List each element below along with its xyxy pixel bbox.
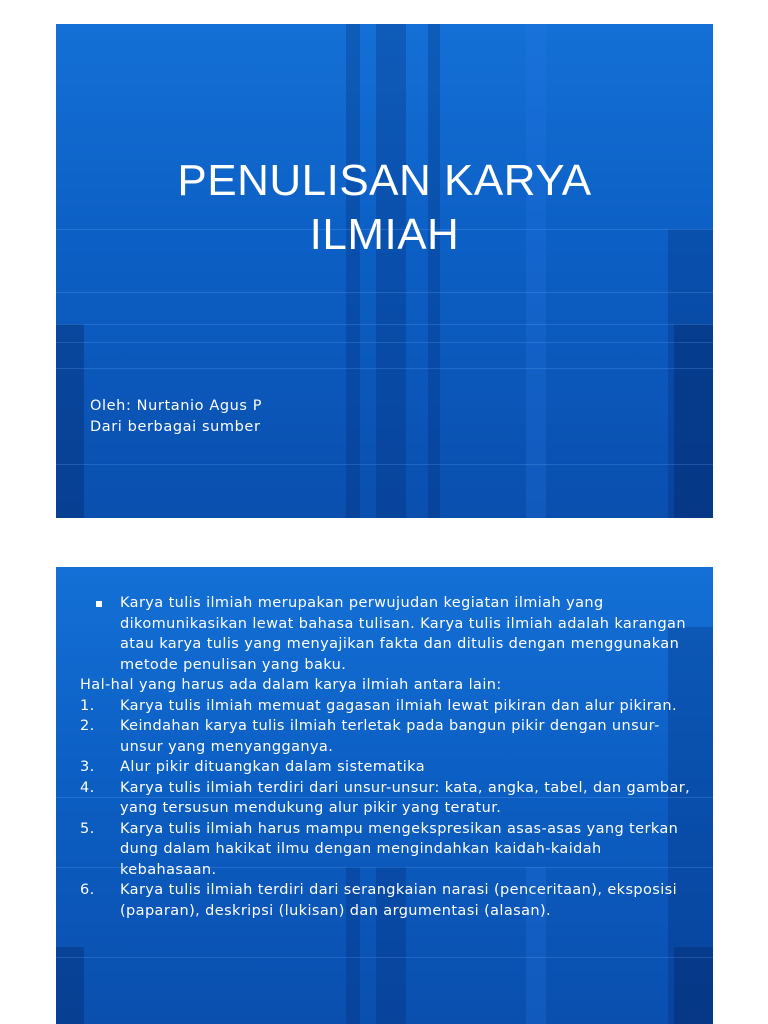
list-number: 1. bbox=[80, 697, 95, 714]
decor-block bbox=[56, 324, 84, 518]
list-item-text: Alur pikir dituangkan dalam sistematika bbox=[120, 759, 425, 775]
bullet-item bbox=[78, 593, 691, 675]
slide-title bbox=[56, 154, 713, 262]
list-number: 5. bbox=[80, 820, 95, 837]
content-slide bbox=[56, 567, 713, 1024]
list-item bbox=[78, 757, 691, 778]
decor-stripe bbox=[526, 24, 546, 518]
list-item bbox=[78, 819, 691, 881]
list-item bbox=[78, 696, 691, 717]
author-text: Oleh: Nurtanio Agus P bbox=[90, 398, 263, 414]
title-line-2: ILMIAH bbox=[309, 210, 460, 259]
list-intro: Hal-hal yang harus ada dalam karya ilmiah antara lain: bbox=[80, 677, 502, 693]
list-item bbox=[78, 778, 691, 819]
list-number: 3. bbox=[80, 759, 95, 775]
list-item bbox=[78, 716, 691, 757]
list-item-text: Karya tulis ilmiah terdiri dari unsur-unsur: kata, angka, tabel, dan gambar, yang tersusun mendukung alur pikir yang teratur. bbox=[120, 779, 691, 816]
decor-block bbox=[674, 324, 713, 518]
decor-line bbox=[56, 342, 713, 343]
decor-block bbox=[56, 947, 84, 1024]
slide-content bbox=[78, 593, 691, 921]
title-line-1: PENULISAN KARYA bbox=[177, 156, 592, 205]
list-item-text: Karya tulis ilmiah harus mampu mengekspresikan asas-asas yang terkan dung dalam hakikat ilmu dengan mengindahkan kaidah-kaidah kebahasaan. bbox=[120, 820, 679, 878]
bullet-text: Karya tulis ilmiah merupakan perwujudan kegiatan ilmiah yang dikomunikasikan lewat bahasa tulisan. Karya tulis ilmiah adalah karangan atau karya tulis yang menyajikan fakta dan ditulis dengan menggunakan metode penulisan yang baku. bbox=[120, 595, 686, 673]
list-item-text: Karya tulis ilmiah memuat gagasan ilmiah lewat pikiran dan alur pikiran. bbox=[120, 697, 677, 714]
source-text: Dari berbagai sumber bbox=[90, 419, 261, 435]
list-number: 6. bbox=[80, 882, 95, 898]
bullet-marker bbox=[78, 593, 120, 614]
decor-line bbox=[56, 292, 713, 293]
decor-line bbox=[56, 464, 713, 465]
decor-line bbox=[56, 957, 713, 958]
byline bbox=[90, 396, 262, 438]
decor-stripe bbox=[346, 24, 360, 518]
decor-line bbox=[56, 324, 713, 325]
list-item-text: Karya tulis ilmiah terdiri dari serangkaian narasi (penceritaan), eksposisi (paparan), deskripsi (lukisan) dan argumentasi (alasan). bbox=[120, 882, 678, 919]
decor-block bbox=[674, 947, 713, 1024]
list-number: 2. bbox=[80, 718, 95, 734]
decor-stripe bbox=[428, 24, 440, 518]
list-item bbox=[78, 880, 691, 921]
list-item-text: Keindahan karya tulis ilmiah terletak pada bangun pikir dengan unsur-unsur yang menyangganya. bbox=[120, 718, 660, 755]
list-number: 4. bbox=[80, 779, 95, 796]
decor-line bbox=[56, 368, 713, 369]
decor-stripe bbox=[376, 24, 406, 518]
square-bullet-icon bbox=[96, 601, 102, 607]
title-slide bbox=[56, 24, 713, 518]
